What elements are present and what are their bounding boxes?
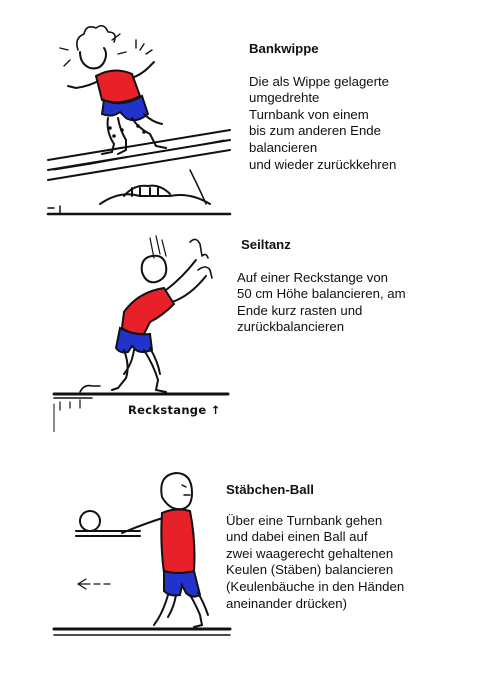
description-line: Ende kurz rasten und — [237, 302, 363, 318]
description-line: aneinander drücken) — [226, 595, 347, 611]
bankwippe-title: Bankwippe — [249, 41, 319, 56]
staebchen-ball-title: Stäbchen-Ball — [226, 482, 314, 497]
description-line: Turnbank von einem — [249, 106, 369, 122]
description-line: Keulen (Stäben) balancieren — [226, 562, 394, 578]
staebchen-ball-illustration — [50, 465, 235, 645]
bankwippe-description — [249, 41, 396, 173]
seiltanz-illustration — [50, 232, 235, 432]
description-line: zwei waagerecht gehaltenen — [226, 545, 394, 561]
description-line: Auf einer Reckstange von — [237, 269, 389, 285]
description-line: Über eine Turnbank gehen — [226, 512, 383, 528]
seiltanz-title: Seiltanz — [241, 237, 291, 252]
description-line: umgedrehte — [249, 90, 320, 106]
description-line: zurückbalancieren — [237, 319, 345, 335]
description-line: balancieren — [249, 139, 318, 155]
bankwippe-illustration — [40, 20, 240, 225]
description-line: (Keulenbäuche in den Händen — [226, 578, 405, 594]
description-line: Die als Wippe gelagerte — [249, 73, 390, 89]
description-line: und wieder zurückkehren — [249, 156, 397, 172]
description-line: bis zum anderen Ende — [249, 123, 381, 139]
seiltanz-description — [237, 237, 406, 336]
description-line: und dabei einen Ball auf — [226, 529, 368, 545]
reckstange-label: Reckstange ↑ — [128, 403, 221, 417]
staebchen-ball-description — [226, 482, 404, 612]
description-line: 50 cm Höhe balancieren, am — [237, 286, 406, 302]
